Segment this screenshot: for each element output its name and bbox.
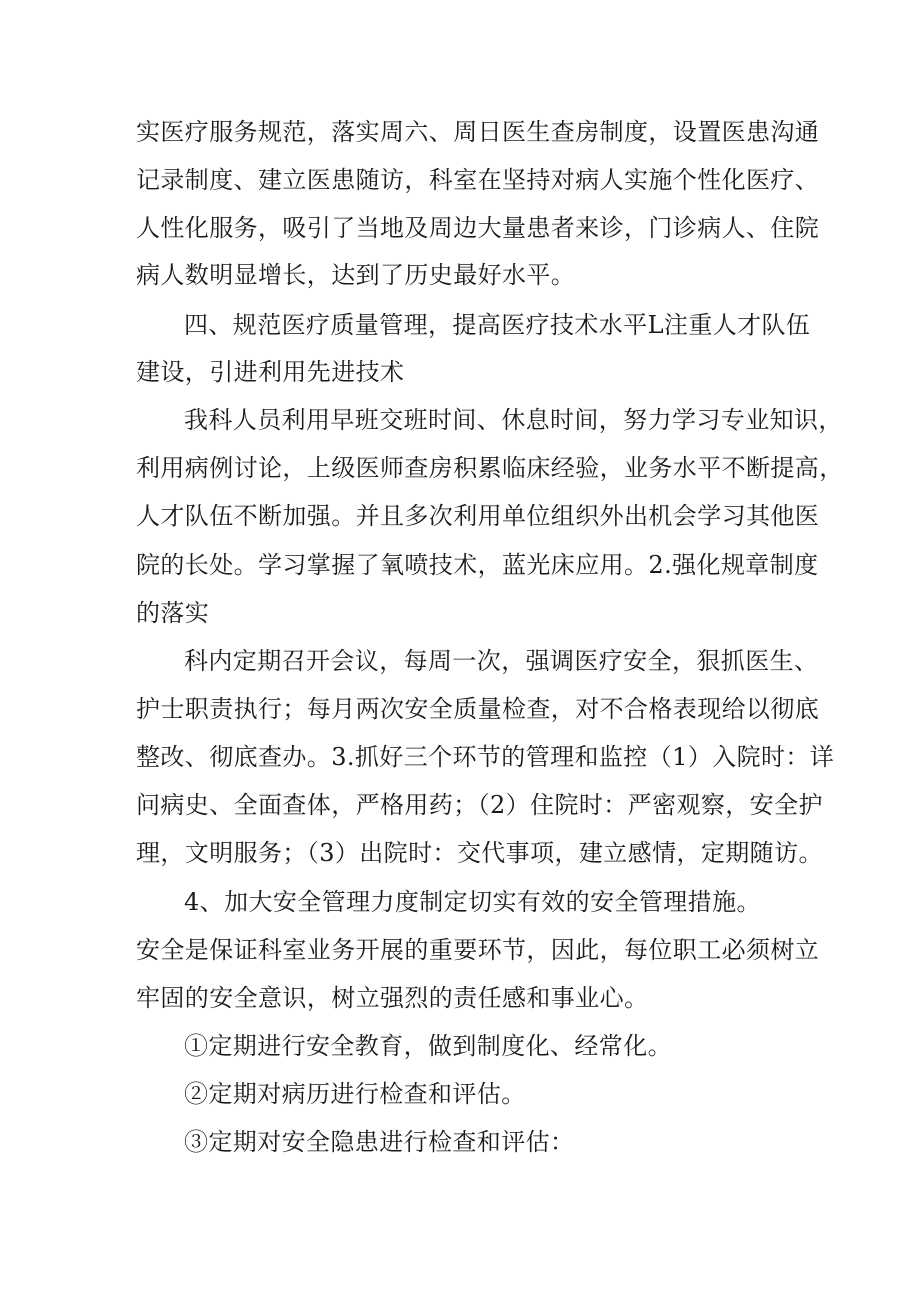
paragraph-line: 实医疗服务规范，落实周六、周日医生查房制度，设置医患沟通 xyxy=(136,118,820,146)
paragraph-line: 问病史、全面查体，严格用药；（2）住院时：严密观察，安全护 xyxy=(136,791,823,819)
paragraph-line: 我科人员利用早班交班时间、休息时间，努力学习专业知识， xyxy=(184,406,843,434)
paragraph-line: 安全是保证科室业务开展的重要环节，因此，每位职工必须树立 xyxy=(136,936,820,964)
paragraph-line: 院的长处。学习掌握了氧喷技术，蓝光床应用。2.强化规章制度 xyxy=(136,551,819,579)
section-heading-line: 四、规范医疗质量管理，提高医疗技术水平L注重人才队伍 xyxy=(184,311,811,339)
paragraph-line: 记录制度、建立医患随访，科室在坚持对病人实施个性化医疗、 xyxy=(136,166,820,194)
paragraph-line: 牢固的安全意识，树立强烈的责任感和事业心。 xyxy=(136,984,649,1012)
paragraph-line: 利用病例讨论，上级医师查房积累临床经验，业务水平不断提高， xyxy=(136,454,844,482)
paragraph-line: 的落实 xyxy=(136,599,210,627)
paragraph-line: 整改、彻底查办。3.抓好三个环节的管理和监控（1）入院时：详 xyxy=(136,743,835,771)
list-item: ②定期对病历进行检查和评估。 xyxy=(184,1080,526,1108)
list-item: ③定期对安全隐患进行检查和评估： xyxy=(184,1128,575,1156)
paragraph-line: 理，文明服务；（3）出院时：交代事项，建立感情，定期随访。 xyxy=(136,839,823,867)
paragraph-line: 科内定期召开会议，每周一次，强调医疗安全，狠抓医生、 xyxy=(184,647,819,675)
section-heading-line: 建设，引进利用先进技术 xyxy=(136,358,405,386)
paragraph-line: 病人数明显增长，达到了历史最好水平。 xyxy=(136,261,576,289)
paragraph-line: 人才队伍不断加强。并且多次利用单位组织外出机会学习其他医 xyxy=(136,502,820,530)
list-item: ①定期进行安全教育，做到制度化、经常化。 xyxy=(184,1032,672,1060)
paragraph-line: 人性化服务，吸引了当地及周边大量患者来诊，门诊病人、住院 xyxy=(136,214,820,242)
paragraph-line: 护士职责执行；每月两次安全质量检查，对不合格表现给以彻底 xyxy=(136,695,820,723)
section-heading-line: 4、加大安全管理力度制定切实有效的安全管理措施。 xyxy=(184,888,761,916)
